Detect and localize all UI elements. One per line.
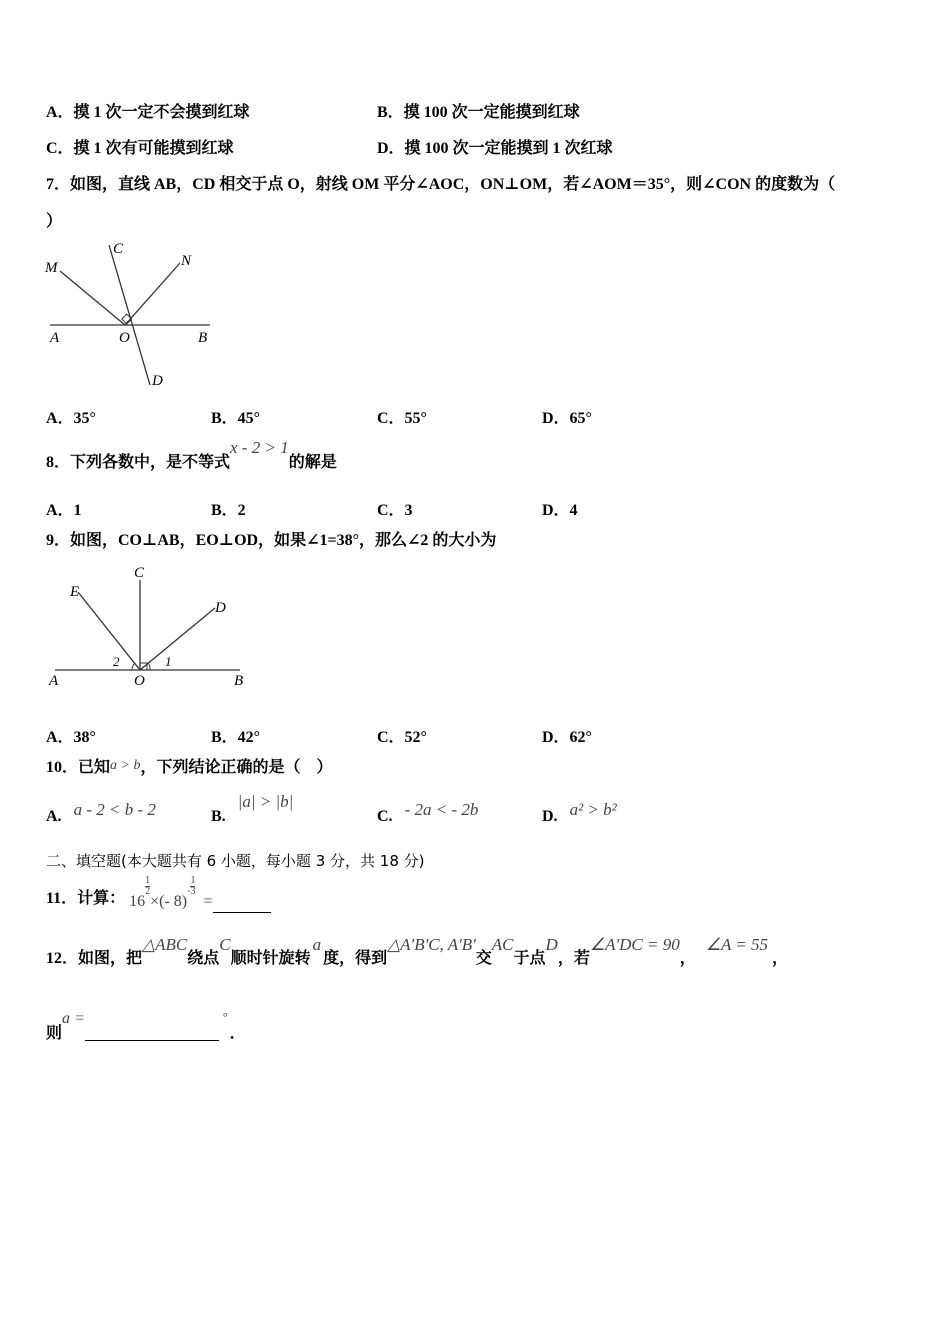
- q9-label-b: B: [234, 673, 244, 689]
- q10-option-a-label: A.: [46, 808, 62, 825]
- q9-label-e: E: [70, 584, 80, 600]
- q9-label-a: A: [49, 673, 59, 689]
- q12-period: ．: [229, 1025, 246, 1042]
- q9-label-c: C: [134, 565, 145, 581]
- q8-option-c: C．3: [377, 502, 413, 519]
- q7-label-d: D: [152, 373, 163, 389]
- q7-label-o: O: [119, 330, 130, 346]
- q7-label-c: C: [113, 241, 124, 257]
- q12-answer-line: [46, 1010, 246, 1042]
- q12-sep: ，: [679, 950, 696, 967]
- q9-option-c: C．52°: [377, 729, 427, 746]
- q12-p2: 绕点: [187, 950, 220, 967]
- q7-option-d: D．65°: [542, 410, 592, 427]
- q11-exp2-sign: -: [187, 885, 191, 897]
- q10-option-c: [377, 800, 479, 825]
- q11-times: ×(- 8): [150, 893, 188, 910]
- q12-point-c: C: [219, 935, 231, 954]
- q12-answer-blank[interactable]: [85, 1020, 219, 1041]
- q12-point-d: D: [545, 935, 558, 954]
- q12-p6: 于点: [513, 950, 546, 967]
- q10-option-b-label: B.: [211, 808, 226, 825]
- q7-label-b: B: [198, 330, 208, 346]
- q7-label-m: M: [45, 260, 58, 276]
- q10-option-a: [46, 800, 156, 825]
- q6-option-c: C．摸 1 次有可能摸到红球: [46, 140, 234, 157]
- q6-option-d: D．摸 100 次一定能摸到 1 次红球: [377, 140, 613, 157]
- q9-label-angle1: 1: [165, 654, 172, 669]
- q12-then: 则: [46, 1025, 63, 1042]
- q11-exp2-den: 3: [190, 886, 196, 897]
- q12-p3: 顺时针旋转: [230, 950, 311, 967]
- q9-option-a: A．38°: [46, 729, 96, 746]
- q11-exp1-den: 2: [145, 886, 151, 897]
- q10-option-c-label: C.: [377, 808, 393, 825]
- q9-label-d: D: [215, 600, 226, 616]
- q12-ac: AC: [491, 935, 514, 954]
- q12-angle-a: ∠A = 55: [705, 935, 769, 954]
- q9-label-angle2: 2: [113, 654, 120, 669]
- q8-stem: [46, 440, 337, 480]
- q9-option-b: B．42°: [211, 729, 261, 746]
- q10-option-b-expr: |a| > |b|: [237, 792, 294, 811]
- q10-option-a-expr: a - 2 < b - 2: [73, 800, 156, 819]
- q7-option-b: B．45°: [211, 410, 261, 427]
- q9-option-d: D．62°: [542, 729, 592, 746]
- q11-equals: =: [203, 893, 213, 910]
- q7-option-c: C．55°: [377, 410, 427, 427]
- q12-p5: 交: [475, 950, 492, 967]
- q12-a-eq: a =: [62, 1010, 85, 1027]
- q7-label-n: N: [181, 253, 192, 269]
- q7-label-a: A: [50, 330, 60, 346]
- q8-suffix: 的解是: [288, 454, 337, 471]
- q12-p4: 度，得到: [323, 950, 388, 967]
- q12-end: ，: [772, 950, 789, 967]
- q10-option-d-expr: a² > b²: [569, 800, 617, 819]
- q12-degree: °: [222, 1010, 228, 1024]
- q7-figure: [40, 235, 230, 395]
- q8-formula: x - 2 > 1: [230, 438, 289, 457]
- q10-option-b: [211, 792, 294, 825]
- q12-triangle: △ABC: [142, 935, 188, 954]
- q7-option-a: A．35°: [46, 410, 96, 427]
- q12-stem: [46, 935, 788, 967]
- q6-option-a: A．摸 1 次一定不会摸到红球: [46, 104, 250, 121]
- q10-option-d: [542, 800, 617, 825]
- q12-a: a: [312, 935, 322, 954]
- q11-stem: [46, 876, 271, 916]
- q7-stem-end: ）: [46, 213, 63, 230]
- q9-stem: 9．如图，CO⊥AB，EO⊥OD，如果∠1=38°，那么∠2 的大小为: [46, 532, 497, 549]
- q11-answer-blank[interactable]: [213, 892, 271, 913]
- q8-option-a: A．1: [46, 502, 82, 519]
- q7-stem: 7．如图，直线 AB，CD 相交于点 O，射线 OM 平分∠AOC，ON⊥OM，若∠AOM＝35°，则∠CON 的度数为（: [46, 176, 836, 193]
- q10-suffix: ，下列结论正确的是（ ）: [140, 759, 333, 776]
- q9-label-o: O: [134, 673, 145, 689]
- q12-p1: 12．如图，把: [46, 950, 143, 967]
- q11-exp1-num: 1: [145, 875, 151, 886]
- q11-exp2: [187, 876, 195, 897]
- q11-exp2-num: 1: [190, 875, 196, 886]
- q8-option-d: D．4: [542, 502, 578, 519]
- q10-condition: a > b: [110, 758, 141, 773]
- q10-stem: [46, 758, 332, 779]
- q9-figure: [40, 560, 255, 690]
- section-heading-fill-in: 二、填空题(本大题共有 6 小题，每小题 3 分，共 18 分): [46, 852, 425, 870]
- q10-option-c-expr: - 2a < - 2b: [404, 800, 479, 819]
- q12-angle-adc: ∠A'DC = 90: [589, 935, 680, 954]
- q12-p7: ，若: [557, 950, 590, 967]
- q10-prefix: 10．已知: [46, 759, 111, 776]
- q11-prefix: 11．计算：: [46, 890, 126, 907]
- q8-option-b: B．2: [211, 502, 246, 519]
- q8-prefix: 8．下列各数中，是不等式: [46, 454, 231, 471]
- q12-triangle-prime: △A'B'C, A'B': [387, 935, 476, 954]
- q6-option-b: B．摸 100 次一定能摸到红球: [377, 104, 580, 121]
- q10-option-d-label: D.: [542, 808, 558, 825]
- q11-base: 16: [129, 893, 146, 910]
